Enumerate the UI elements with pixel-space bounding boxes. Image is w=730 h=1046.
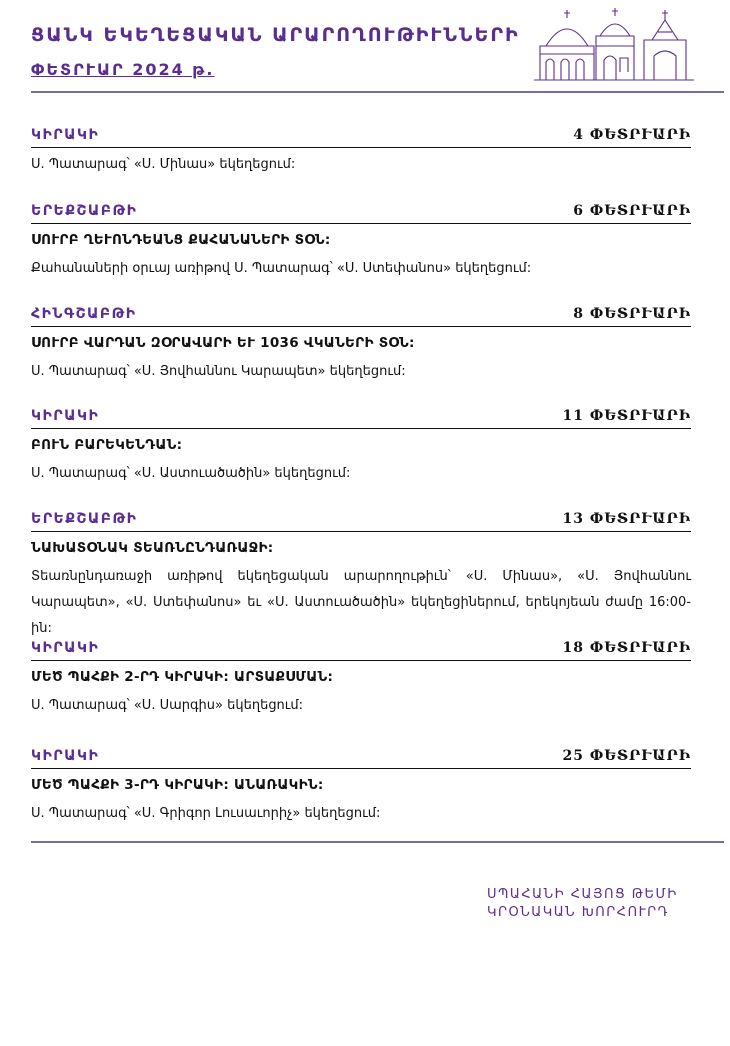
event-weekday: ԿԻՐԱԿԻ <box>31 127 100 143</box>
event-weekday: ԿԻՐԱԿԻ <box>31 748 100 764</box>
event-entry <box>31 640 691 719</box>
event-title: ՄԵԾ ՊԱՀՔԻ 3-ՐԴ ԿԻՐԱԿԻ: ԱՆԱՌԱԿԻՆ: <box>31 777 324 793</box>
event-entry <box>31 203 691 282</box>
event-description: Տեառնընդառաջի առիթով եկեղեցական արարողութիւն՝ «Ս. Մինաս», «Ս. Յովհաննու Կարապետ», «Ս. Ստեփանոս» եւ «Ս. Աստուածածին» եկեղեցիներում, երեկոյեան ժամը 16:00-ին: <box>31 569 691 636</box>
page-subtitle: ՓԵՏՐՒԱՐ 2024 թ. <box>31 60 215 79</box>
event-title: ԲՈՒՆ ԲԱՐԵԿԵՆԴԱՆ: <box>31 437 183 453</box>
event-description: Ս. Պատարագ՝ «Ս. Գրիգոր Լուսաւորիչ» եկեղեցում: <box>31 806 381 821</box>
event-description: Ս. Պատարագ՝ «Ս. Սարգիս» եկեղեցում: <box>31 698 304 713</box>
event-title: ՍՈՒՐԲ ՂԵՒՈՆԴԵԱՆՑ ՔԱՀԱՆԱՆԵՐԻ ՏՕՆ: <box>31 232 331 248</box>
event-title: ՆԱԽԱՏՕՆԱԿ ՏԵԱՌՆԸՆԴԱՌԱՋԻ: <box>31 540 274 556</box>
event-entry <box>31 306 691 385</box>
event-date: 6 ՓԵՏՐՒԱՐԻ <box>573 203 691 219</box>
event-description: Ս. Պատարագ՝ «Ս. Աստուածածին» եկեղեցում: <box>31 466 351 481</box>
event-description: Ս. Պատարագ՝ «Ս. Մինաս» եկեղեցում: <box>31 157 296 172</box>
event-description: Քահանաների օրւայ առիթով Ս. Պատարագ՝ «Ս. Ստեփանոս» եկեղեցում: <box>31 261 532 276</box>
event-description: Ս. Պատարագ՝ «Ս. Յովհաննու Կարապետ» եկեղեցում: <box>31 364 406 379</box>
event-weekday: ԵՐԵՔՇԱԲԹԻ <box>31 203 138 219</box>
event-date: 18 ՓԵՏՐՒԱՐԻ <box>562 640 691 656</box>
signature-block <box>487 886 678 922</box>
event-weekday: ՀԻՆԳՇԱԲԹԻ <box>31 306 137 322</box>
event-title: ՍՈՒՐԲ ՎԱՐԴԱՆ ԶՕՐԱՎԱՐԻ ԵՒ 1036 ՎԿԱՆԵՐԻ ՏՕՆ: <box>31 335 415 351</box>
event-entry <box>31 127 691 178</box>
event-date: 25 ՓԵՏՐՒԱՐԻ <box>562 748 691 764</box>
event-entry <box>31 408 691 487</box>
event-entry <box>31 511 691 642</box>
event-entry <box>31 748 691 827</box>
event-date: 13 ՓԵՏՐՒԱՐԻ <box>562 511 691 527</box>
footer-divider <box>31 841 724 843</box>
event-date: 4 ՓԵՏՐՒԱՐԻ <box>573 127 691 143</box>
event-date: 8 ՓԵՏՐՒԱՐԻ <box>573 306 691 322</box>
event-day-row <box>31 511 691 532</box>
church-illustration <box>534 6 694 82</box>
header-divider <box>31 91 724 93</box>
page-title: ՑԱՆԿ ԵԿԵՂԵՑԱԿԱՆ ԱՐԱՐՈՂՈՒԹԻՒՆՆԵՐԻ <box>31 24 520 46</box>
event-title: ՄԵԾ ՊԱՀՔԻ 2-ՐԴ ԿԻՐԱԿԻ: ԱՐՏԱՔՍՄԱՆ: <box>31 669 334 685</box>
signature-line: ԿՐՕՆԱԿԱՆ ԽՈՐՀՈՒՐԴ <box>487 905 669 920</box>
event-day-row <box>31 306 691 327</box>
event-date: 11 ՓԵՏՐՒԱՐԻ <box>562 408 691 424</box>
event-day-row <box>31 640 691 661</box>
signature-line: ՍՊԱՀԱՆԻ ՀԱՅՈՑ ԹԵՄԻ <box>487 887 678 902</box>
event-day-row <box>31 748 691 769</box>
event-day-row <box>31 127 691 148</box>
event-weekday: ԿԻՐԱԿԻ <box>31 640 100 656</box>
event-weekday: ԿԻՐԱԿԻ <box>31 408 100 424</box>
event-day-row <box>31 408 691 429</box>
event-day-row <box>31 203 691 224</box>
event-weekday: ԵՐԵՔՇԱԲԹԻ <box>31 511 138 527</box>
page-header <box>0 0 730 96</box>
